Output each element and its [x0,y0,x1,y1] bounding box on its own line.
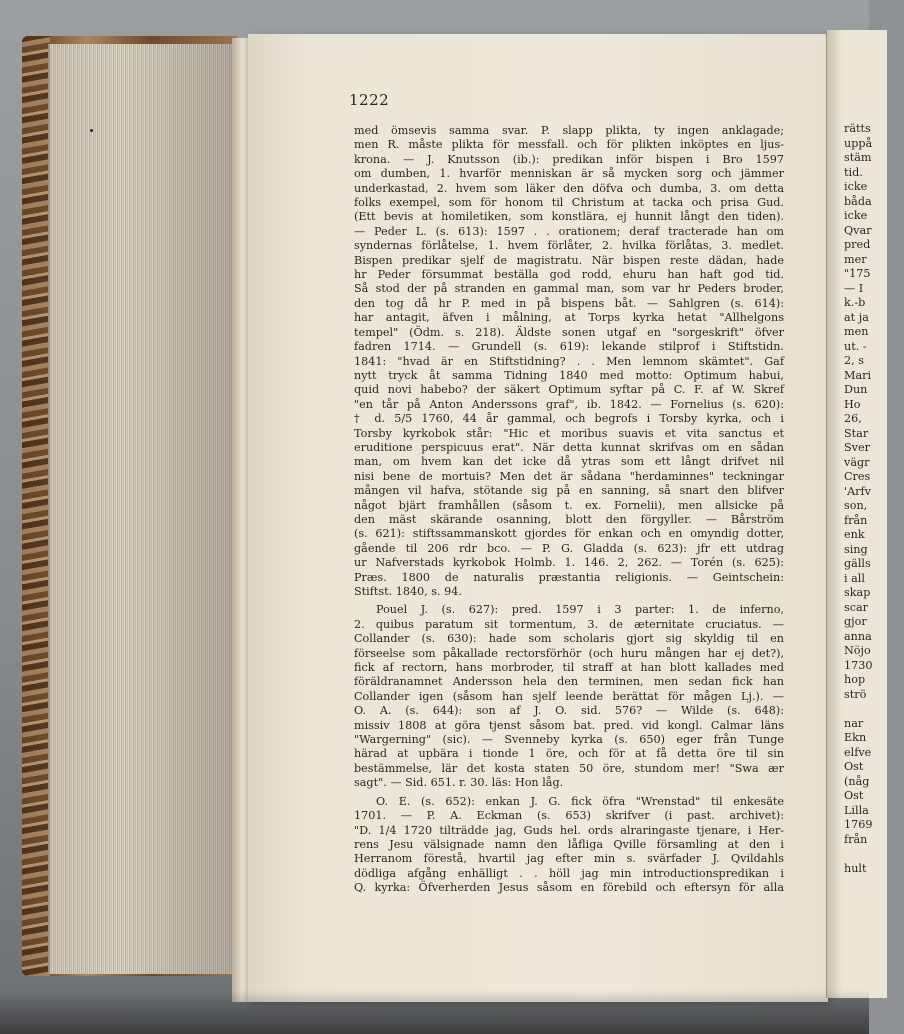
text-line: 1701. — P. A. Eckman (s. 653) skrifver (i past. archivet): [354,809,784,823]
facing-line-fragment: son, [844,499,868,512]
text-line: förseelse som påkallade rectorsförhör (och huru mången har ej det?), [354,646,784,660]
facing-line-fragment: från [844,832,868,846]
text-line: (Ett bevis at homiletiken, som konstlära, ej hunnit långt den tiden). [354,210,784,224]
facing-line-fragment: Lilla [844,803,869,817]
facing-line-fragment: Ost [844,760,864,773]
facing-line-fragment: båda [844,194,872,208]
text-line: Stiftst. 1840, s. 94. [354,585,462,598]
facing-line-fragment: 2, s [844,354,864,367]
text-line: — Peder L. (s. 613): 1597 . . orationem; deraf tracterade han om [354,224,784,238]
facing-line-fragment: Ekn [844,731,867,744]
text-line: nisi bene de mortuis? Men det är sådana "herdaminnes" teckningar [354,469,784,483]
facing-line-fragment: icke [844,209,868,222]
text-line: bestämmelse, lär det kosta staten 50 öre, stundom mer! "Swa ær [354,761,784,775]
text-line: nytt tryck åt samma Tidning 1840 med motto: Optimum habui, [354,368,784,382]
facing-line-fragment: Ost [844,789,864,802]
text-line: O. E. (s. 652): enkan J. G. fick öfra "Wrenstad" til enkesäte [376,794,784,808]
facing-line-fragment: nar [844,716,864,730]
text-line: sagt". — Sid. 651. r. 30. läs: Hon låg. [354,776,564,790]
text-line: något bjärt framhållen (såsom t. ex. Fornelii), men allsicke på [354,498,784,512]
facing-line-fragment: at ja [844,310,869,324]
facing-line-fragment: 1769 [844,818,873,831]
text-line: hr Peder försummat beställa god rodd, ehuru han haft god tid. [354,268,784,282]
text-line: den mäst skärande osanning, blott den förgyller. — Bårström [354,512,784,526]
marbled-edge [22,36,50,976]
facing-line-fragment: Nöjo [844,644,871,657]
text-line: rens Jesu välsignade namn den låfliga Qville församling at den i [354,837,784,851]
text-line: krona. — J. Knutsson (ib.): predikan inför bispen i Bro 1597 [354,152,784,166]
text-line: Præs. 1800 de naturalis præstantia religionis. — Geintschein: [354,570,784,584]
facing-line-fragment: strö [844,687,867,701]
text-line: Torsby kyrkobok står: "Hic et moribus suavis et vita sanctus et [354,426,784,440]
text-line: Så stod der på stranden en gammal man, som var hr Peders broder, [354,282,784,296]
text-line: quid novi habebo? der säkert Optimum syftar på C. F. af W. Skref [354,383,784,397]
facing-line-fragment: 'Arfv [844,484,871,498]
facing-line-fragment: k.-b [844,296,866,309]
facing-line-fragment: skap [844,586,871,599]
text-line: med ömsevis samma svar. P. slapp plikta, ty ingen anklagade; [354,124,784,137]
facing-line-fragment: stäm [844,151,872,164]
page-number: 1222 [349,91,390,109]
text-line: ur Nafverstads kyrkobok Holmb. 1. 146. 2, 262. — Torén (s. 625): [354,556,784,570]
facing-line-fragment: Mari [844,368,872,382]
facing-line-fragment: hult [844,861,867,875]
facing-line-fragment: 1730 [844,658,873,672]
text-line: "Wargerning" (sic). — Svenneby kyrka (s. 650) eger från Tunge [354,733,784,747]
facing-line-fragment [844,847,904,862]
text-line: Collander (s. 630): hade som scholaris gjort sig skyldig til en [354,632,784,646]
facing-line-fragment: Sver [844,441,870,454]
text-line: 2. quibus paratum sit tormentum, 3. de æternitate cruciatus. — [354,617,784,631]
facing-line-fragment: enk [844,528,865,541]
facing-line-fragment: men [844,325,869,338]
facing-line-fragment: gälls [844,557,871,570]
facing-line-fragment: i all [844,571,865,585]
facing-line-fragment: Star [844,426,869,440]
facing-line-fragment: uppå [844,136,873,150]
facing-line-fragment [844,702,904,717]
margin-mark [90,129,93,132]
facing-line-fragment: ut. - [844,339,867,353]
text-line: man, om hvem kan det icke då ytras som ett långt drifvet nil [354,455,784,469]
text-line: fick af rectorn, hans morbroder, til straff at han blott kallades med [354,661,784,675]
facing-line-fragment: pred [844,238,871,251]
facing-line-fragment: 26, [844,412,862,425]
facing-page-text [844,122,904,876]
text-line: härad at upbära i tionde 1 öre, och för at få detta öre til sin [354,747,784,761]
text-line: har antagit, äfven i målning, at Torps kyrka hetat "Allhelgons [354,311,784,325]
facing-line-fragment: Ho [844,397,861,411]
facing-line-fragment: tid. [844,165,863,179]
page-text [354,124,784,896]
text-line: Pouel J. (s. 627): pred. 1597 i 3 parter: 1. de inferno, [376,603,784,617]
text-line: men R. måste plikta för messfall. och för plikten inköptes en ljus- [354,138,784,152]
bottom-shadow [0,990,869,1034]
facing-line-fragment: vägr [844,455,870,469]
facing-line-fragment: anna [844,629,872,643]
text-line: "D. 1/4 1720 tilträdde jag, Guds hel. ords alraringaste tjenare, i Her- [354,823,784,837]
text-line: missiv 1808 at göra tjenst såsom bat. pred. vid kongl. Calmar läns [354,718,784,732]
text-line: O. A. (s. 644): son af J. O. sid. 576? — Wilde (s. 648): [354,704,784,718]
text-line: Herranom förestå, hvartil jag efter min s. svärfader J. Qvildahls [354,852,784,866]
text-line: dödliga afgång enhälligt . . höll jag min introductionspredikan i [354,866,784,880]
facing-line-fragment: rätts [844,122,871,135]
text-line: eruditione perspicuus erat". När detta kunnat skrifvas om en sådan [354,440,784,454]
text-line: Bispen predikar sjelf de magistratu. När bispen reste dädan, hade [354,253,784,267]
text-line: underkastad, 2. hvem som läker den döfva och dumba, 3. om detta [354,181,784,195]
text-line: "en tår på Anton Anderssons graf", ib. 1842. — Fornelius (s. 620): [354,397,784,411]
text-line: fadren 1714. — Grundell (s. 619): lekande stilprof i Stiftstidn. [354,340,784,354]
facing-line-fragment: elfve [844,745,872,759]
facing-line-fragment: Cres [844,470,871,483]
left-page [248,34,828,1002]
facing-line-fragment: icke [844,180,868,193]
facing-line-fragment: — I [844,281,864,295]
text-line: tempel" (Ödm. s. 218). Äldste sonen utgaf en "sorgeskrift" öfver [354,325,784,339]
text-line: syndernas förlåtelse, 1. hvem förlåter, 2. hvilka förlåtas, 3. medlet. [354,239,784,253]
text-line: den tog då hr P. med in på bispens båt. — Sahlgren (s. 614): [354,296,784,310]
text-line: † d. 5/5 1760, 44 år gammal, och begrofs i Torsby kyrka, och i [354,412,784,426]
text-line: Q. kyrka: Öfverherden Jesus såsom en förebild och eftersyn för alla [354,881,784,895]
text-line: (s. 621): stiftssammanskott gjordes för enkan och en omyndig dotter, [354,527,784,541]
text-line: Collander igen (såsom han sjelf leende berättat för mågen Lj.). — [354,689,784,703]
facing-line-fragment: från [844,513,868,527]
page-edges-shadow [48,44,234,974]
text-line: folks exempel, som för honom til Christum at tacka och prisa Gud. [354,196,784,210]
facing-line-fragment: gjor [844,615,867,628]
text-line: om dumben, 1. hvarför menniskan är så mycken sorg och jämmer [354,167,784,181]
text-line: föräldranamnet Andersson hela den terminen, men sedan fick han [354,675,784,689]
facing-line-fragment: (någ [844,774,870,788]
facing-page [826,30,887,998]
facing-line-fragment: sing [844,542,868,556]
facing-line-fragment: Qvar [844,223,872,237]
facing-line-fragment: hop [844,673,866,686]
text-line: gående til 206 rdr bco. — P. G. Gladda (s. 623): jfr ett utdrag [354,541,784,555]
facing-line-fragment: Dun [844,383,868,396]
text-line: mången vil hafva, stötande sig på en sanning, så snart den blifver [354,484,784,498]
facing-line-fragment: "175 [844,267,871,280]
text-line: 1841: "hvad är en Stiftstidning? . . Men lemnom skämtet". Gaf [354,354,784,368]
facing-line-fragment: mer [844,252,867,266]
facing-line-fragment: scar [844,600,869,614]
